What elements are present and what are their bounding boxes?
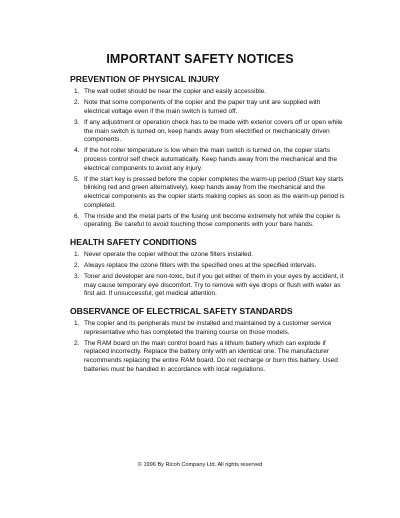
list-item	[74, 250, 345, 260]
document-body	[70, 74, 345, 381]
list-item	[74, 175, 345, 210]
section-electrical-safety	[70, 306, 345, 374]
list-item	[74, 88, 345, 97]
item-number: 2.	[74, 339, 80, 347]
item-number: 6.	[74, 212, 80, 220]
item-text: If any adjustment or operation check has to be made with exterior covers off or open while the main switch is turned on, keep hands away from electrified or mechanically driven components.	[84, 118, 343, 144]
item-text: Never operate the copier without the ozone filters installed.	[84, 250, 254, 258]
item-number: 2.	[74, 262, 80, 270]
list-item	[74, 320, 345, 337]
section-heading: OBSERVANCE OF ELECTRICAL SAFETY STANDARDS	[70, 306, 293, 317]
item-number: 3.	[74, 118, 80, 126]
item-text: If the hot roller temperature is low when the main switch is turned on, the copier starts process control self check automatically. Keep hands away from the mechanical and the electrical components to avoid any injury.	[84, 147, 338, 172]
list-item	[74, 339, 345, 374]
item-number: 1.	[74, 250, 80, 258]
item-number: 1.	[74, 320, 80, 328]
section-heading: PREVENTION OF PHYSICAL INJURY	[70, 74, 220, 84]
item-number: 2.	[74, 99, 80, 107]
item-text: The RAM board on the main control board has a lithium battery which can explode if replaced incorrectly. Replace the battery only with an identical one. The manufacturer recommends replacing the entire RAM board. Do not recharge or burn this battery. Used batteries must be handled in accordance with local regulations.	[84, 339, 338, 373]
item-number: 5.	[74, 175, 80, 183]
notice-list	[70, 88, 345, 230]
list-item	[74, 212, 345, 230]
section-heading: HEALTH SAFETY CONDITIONS	[70, 236, 197, 247]
item-text: The inside and the metal parts of the fusing unit become extremely hot while the copier is operating. Be careful to avoid touching those components with your bare hands.	[84, 212, 341, 229]
list-item	[74, 147, 345, 173]
notice-list	[70, 251, 345, 299]
item-text: Note that some components of the copier and the paper tray unit are supplied with electrical voltage even if the main switch is turned off.	[84, 99, 321, 115]
list-item	[74, 273, 345, 299]
item-number: 1.	[74, 88, 80, 95]
item-text: The copier and its peripherals must be installed and maintained by a customer service representative who has completed the training course on those models.	[84, 320, 332, 336]
copyright-footer: © 1996 By Ricoh Company Ltd. All rights reserved	[137, 462, 263, 468]
list-item	[74, 118, 345, 145]
section-health-safety	[70, 237, 345, 299]
item-number: 4.	[74, 147, 80, 155]
section-physical-injury	[70, 74, 345, 230]
page-title: IMPORTANT SAFETY NOTICES	[106, 52, 294, 66]
item-number: 3.	[74, 273, 80, 281]
list-item	[74, 99, 345, 116]
list-item	[74, 262, 345, 271]
item-text: If the start key is pressed before the copier completes the warm-up period (Start key starts blinking red and green alternatively), keep hands away from the mechanical and the electrical components as the copier starts making copies as soon as the warm-up period is completed.	[84, 175, 345, 209]
item-text: Toner and developer are non-toxic, but if you get either of them in your eyes by accident, it may cause temporary eye discomfort. Try to remove with eye drops or flush with water as first aid. If unsuccessful, get medical attention.	[84, 273, 344, 298]
item-text: Always replace the ozone filters with the specified ones at the specified intervals.	[84, 262, 317, 270]
item-text: The wall outlet should be near the copier and easily accessible.	[84, 88, 267, 95]
notice-list	[70, 320, 345, 374]
